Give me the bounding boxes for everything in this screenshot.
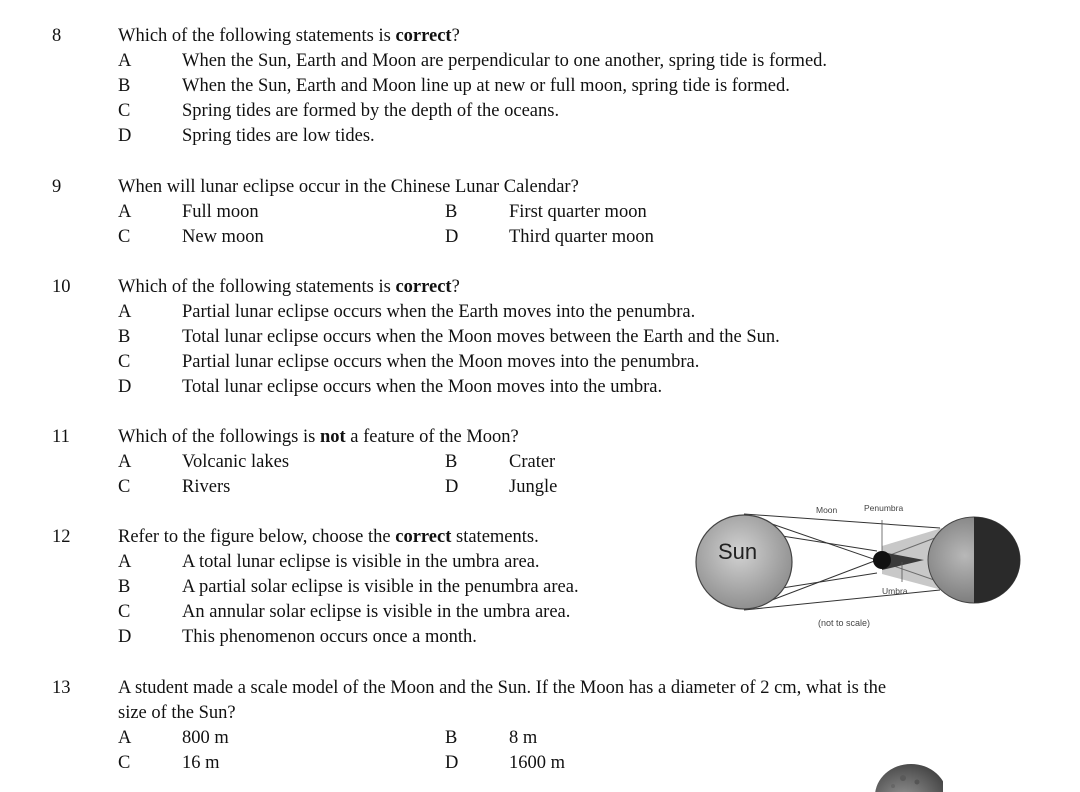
question-stem: Which of the following statements is correct? [118, 26, 460, 46]
option-letter: A [118, 728, 132, 748]
option-letter: C [118, 101, 131, 121]
option-letter: C [118, 477, 131, 497]
option-text: Full moon [182, 202, 259, 222]
option-letter: D [118, 377, 132, 397]
option-text: Crater [509, 452, 556, 472]
option-letter: B [118, 577, 131, 597]
option-text: A partial solar eclipse is visible in the penumbra area. [182, 577, 579, 597]
option-text: 16 m [182, 753, 220, 773]
option-text: Partial lunar eclipse occurs when the Moon moves into the penumbra. [182, 352, 700, 372]
option-letter: B [445, 202, 458, 222]
question-number: 8 [52, 26, 62, 46]
option-letter: B [445, 452, 458, 472]
option-letter: A [118, 202, 132, 222]
option-text: An annular solar eclipse is visible in the umbra area. [182, 602, 571, 622]
question-stem: Which of the following statements is correct? [118, 277, 460, 297]
option-letter: D [118, 126, 132, 146]
option-text: When the Sun, Earth and Moon line up at new or full moon, spring tide is formed. [182, 76, 790, 96]
earth-shape [928, 517, 1020, 603]
option-text: 800 m [182, 728, 229, 748]
option-text: Total lunar eclipse occurs when the Moon moves into the umbra. [182, 377, 663, 397]
option-letter: B [445, 728, 458, 748]
question-stem: When will lunar eclipse occur in the Chinese Lunar Calendar? [118, 177, 579, 197]
option-text: Partial lunar eclipse occurs when the Earth moves into the penumbra. [182, 302, 696, 322]
option-text: Volcanic lakes [182, 452, 290, 472]
option-text: When the Sun, Earth and Moon are perpendicular to one another, spring tide is formed. [182, 51, 828, 71]
eclipse-figure [692, 496, 1024, 632]
option-letter: C [118, 352, 131, 372]
question-number: 11 [52, 427, 70, 447]
option-letter: A [118, 302, 132, 322]
moon-label: Moon [816, 505, 838, 515]
option-letter: B [118, 76, 131, 96]
option-text: New moon [182, 227, 264, 247]
option-letter: C [118, 753, 131, 773]
option-text: First quarter moon [509, 202, 647, 222]
question-number: 12 [52, 527, 71, 547]
option-letter: C [118, 602, 131, 622]
moon-image-partial [873, 752, 943, 792]
question-stem: Which of the followings is not a feature of the Moon? [118, 427, 519, 447]
question-stem: Refer to the figure below, choose the correct statements. [118, 527, 539, 547]
option-letter: C [118, 227, 131, 247]
option-text: This phenomenon occurs once a month. [182, 627, 477, 647]
moon-shape [873, 551, 891, 569]
option-letter: A [118, 552, 132, 572]
question-number: 13 [52, 678, 71, 698]
option-text: Spring tides are low tides. [182, 126, 375, 146]
option-text: Rivers [182, 477, 231, 497]
option-text: 1600 m [509, 753, 566, 773]
figure-caption: (not to scale) [818, 618, 871, 628]
option-text: Third quarter moon [509, 227, 654, 247]
option-text: A total lunar eclipse is visible in the umbra area. [182, 552, 540, 572]
question-number: 10 [52, 277, 71, 297]
umbra-label: Umbra [882, 586, 908, 596]
penumbra-label: Penumbra [864, 503, 904, 513]
option-text: Spring tides are formed by the depth of the oceans. [182, 101, 560, 121]
question-number: 9 [52, 177, 62, 197]
option-letter: A [118, 452, 132, 472]
sun-label: Sun [718, 539, 758, 564]
option-letter: D [118, 627, 132, 647]
option-text: 8 m [509, 728, 538, 748]
option-letter: A [118, 51, 132, 71]
option-text: Jungle [509, 477, 558, 497]
option-letter: D [445, 477, 459, 497]
option-letter: B [118, 327, 131, 347]
option-text: Total lunar eclipse occurs when the Moon moves between the Earth and the Sun. [182, 327, 780, 347]
question-stem-continued: size of the Sun? [118, 703, 236, 723]
option-letter: D [445, 227, 459, 247]
question-stem: A student made a scale model of the Moon and the Sun. If the Moon has a diameter of 2 cm, what is the [118, 678, 887, 698]
option-letter: D [445, 753, 459, 773]
